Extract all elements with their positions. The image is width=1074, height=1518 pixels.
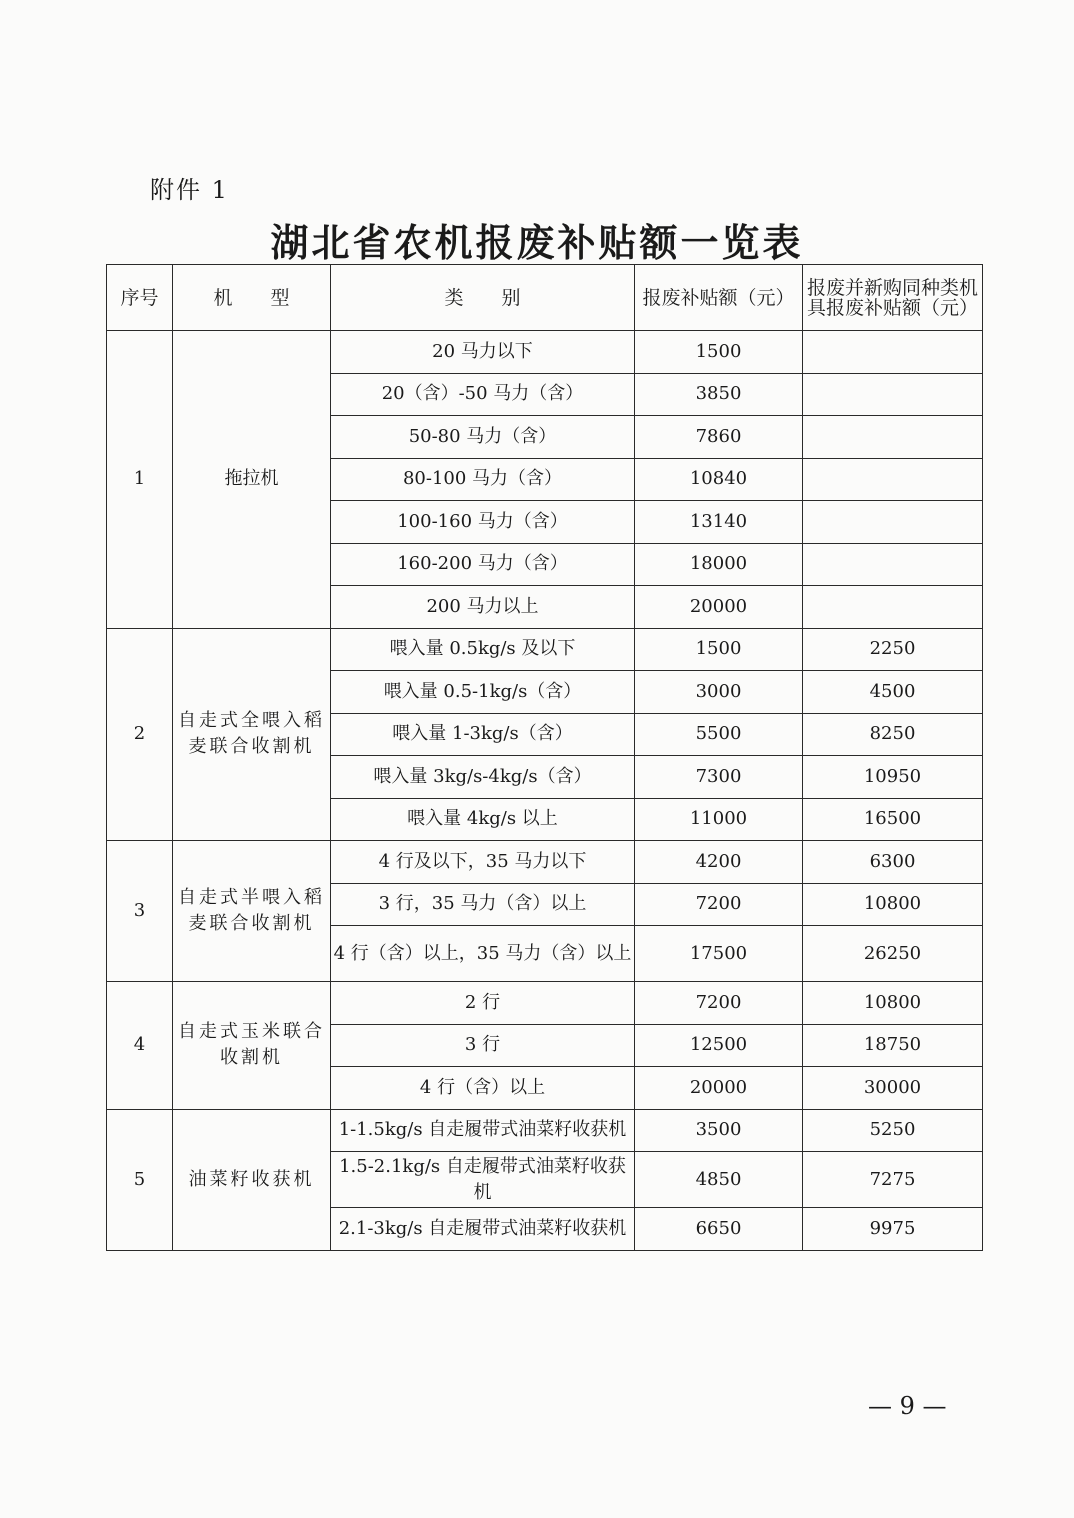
new-subsidy-cell: 16500 — [803, 798, 983, 841]
new-subsidy-cell: 8250 — [803, 713, 983, 756]
machine-type-cell: 自走式玉米联合收割机 — [173, 982, 331, 1110]
category-cell: 160-200 马力（含） — [331, 543, 635, 586]
new-subsidy-cell — [803, 416, 983, 459]
new-subsidy-cell: 5250 — [803, 1109, 983, 1152]
subsidy-cell: 11000 — [635, 798, 803, 841]
new-subsidy-cell — [803, 373, 983, 416]
new-subsidy-cell: 26250 — [803, 926, 983, 982]
category-cell: 4 行及以下，35 马力以下 — [331, 841, 635, 884]
new-subsidy-cell — [803, 543, 983, 586]
subsidy-cell: 7200 — [635, 883, 803, 926]
new-subsidy-cell: 10800 — [803, 883, 983, 926]
new-subsidy-cell: 6300 — [803, 841, 983, 884]
subsidy-cell: 7200 — [635, 982, 803, 1025]
category-cell: 喂入量 0.5kg/s 及以下 — [331, 628, 635, 671]
category-cell: 1.5-2.1kg/s 自走履带式油菜籽收获机 — [331, 1152, 635, 1208]
subsidy-cell: 18000 — [635, 543, 803, 586]
subsidy-cell: 20000 — [635, 1067, 803, 1110]
new-subsidy-cell: 2250 — [803, 628, 983, 671]
category-cell: 4 行（含）以上，35 马力（含）以上 — [331, 926, 635, 982]
category-cell: 100-160 马力（含） — [331, 501, 635, 544]
header-subsidy: 报废补贴额（元） — [635, 265, 803, 331]
new-subsidy-cell — [803, 331, 983, 374]
machine-type-cell: 油菜籽收获机 — [173, 1109, 331, 1250]
category-cell: 200 马力以上 — [331, 586, 635, 629]
new-subsidy-cell: 9975 — [803, 1208, 983, 1251]
subsidy-cell: 10840 — [635, 458, 803, 501]
new-subsidy-cell: 10950 — [803, 756, 983, 799]
new-subsidy-cell — [803, 586, 983, 629]
subsidy-cell: 3500 — [635, 1109, 803, 1152]
attachment-label: 附件 1 — [150, 176, 229, 204]
header-new-purchase-subsidy: 报废并新购同种类机具报废补贴额（元） — [803, 265, 983, 331]
category-cell: 4 行（含）以上 — [331, 1067, 635, 1110]
header-seq: 序号 — [107, 265, 173, 331]
category-cell: 80-100 马力（含） — [331, 458, 635, 501]
seq-cell: 1 — [107, 331, 173, 629]
new-subsidy-cell: 4500 — [803, 671, 983, 714]
seq-cell: 5 — [107, 1109, 173, 1250]
subsidy-cell: 7860 — [635, 416, 803, 459]
subsidy-cell: 1500 — [635, 628, 803, 671]
new-subsidy-cell: 10800 — [803, 982, 983, 1025]
new-subsidy-cell: 7275 — [803, 1152, 983, 1208]
category-cell: 1-1.5kg/s 自走履带式油菜籽收获机 — [331, 1109, 635, 1152]
new-subsidy-cell: 18750 — [803, 1024, 983, 1067]
table-row — [107, 982, 983, 1025]
table-row — [107, 331, 983, 374]
page-title: 湖北省农机报废补贴额一览表 — [270, 220, 804, 265]
new-subsidy-cell — [803, 501, 983, 544]
machine-type-cell: 拖拉机 — [173, 331, 331, 629]
category-cell: 喂入量 1-3kg/s（含） — [331, 713, 635, 756]
table-header-row — [107, 265, 983, 331]
subsidy-cell: 1500 — [635, 331, 803, 374]
seq-cell: 4 — [107, 982, 173, 1110]
machine-type-cell: 自走式全喂入稻麦联合收割机 — [173, 628, 331, 841]
subsidy-cell: 4200 — [635, 841, 803, 884]
category-cell: 喂入量 0.5-1kg/s（含） — [331, 671, 635, 714]
page-number: — 9 — — [868, 1392, 947, 1420]
category-cell: 2 行 — [331, 982, 635, 1025]
subsidy-cell: 7300 — [635, 756, 803, 799]
header-category: 类 别 — [331, 265, 635, 331]
subsidy-cell: 3850 — [635, 373, 803, 416]
category-cell: 20（含）-50 马力（含） — [331, 373, 635, 416]
category-cell: 喂入量 4kg/s 以上 — [331, 798, 635, 841]
category-cell: 3 行，35 马力（含）以上 — [331, 883, 635, 926]
table-row — [107, 1109, 983, 1152]
subsidy-cell: 4850 — [635, 1152, 803, 1208]
subsidy-cell: 5500 — [635, 713, 803, 756]
new-subsidy-cell — [803, 458, 983, 501]
category-cell: 喂入量 3kg/s-4kg/s（含） — [331, 756, 635, 799]
machine-type-cell: 自走式半喂入稻麦联合收割机 — [173, 841, 331, 982]
subsidy-cell: 17500 — [635, 926, 803, 982]
subsidy-cell: 13140 — [635, 501, 803, 544]
seq-cell: 2 — [107, 628, 173, 841]
subsidy-cell: 12500 — [635, 1024, 803, 1067]
category-cell: 3 行 — [331, 1024, 635, 1067]
subsidy-cell: 6650 — [635, 1208, 803, 1251]
table-row — [107, 628, 983, 671]
category-cell: 50-80 马力（含） — [331, 416, 635, 459]
subsidy-cell: 3000 — [635, 671, 803, 714]
new-subsidy-cell: 30000 — [803, 1067, 983, 1110]
category-cell: 20 马力以下 — [331, 331, 635, 374]
seq-cell: 3 — [107, 841, 173, 982]
subsidy-cell: 20000 — [635, 586, 803, 629]
subsidy-table — [106, 264, 983, 1251]
header-machine-type: 机 型 — [173, 265, 331, 331]
table-row — [107, 841, 983, 884]
category-cell: 2.1-3kg/s 自走履带式油菜籽收获机 — [331, 1208, 635, 1251]
